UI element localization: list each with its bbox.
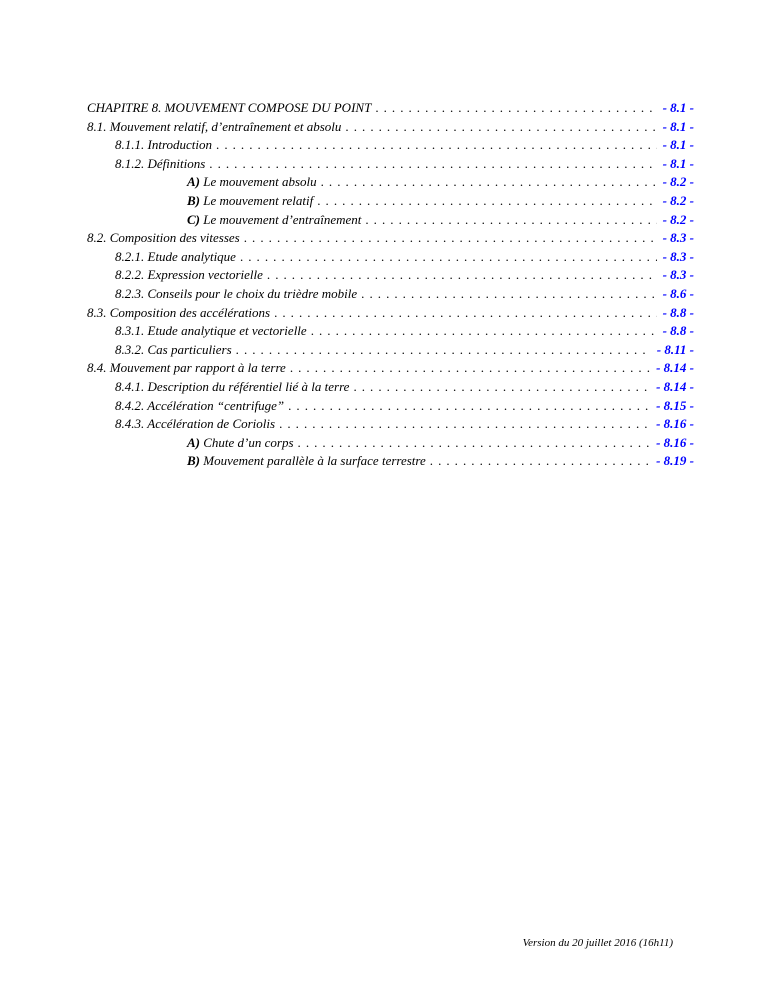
- dot-leader: [267, 266, 657, 285]
- toc-entry[interactable]: [87, 452, 694, 471]
- dot-leader: [274, 304, 657, 323]
- toc-entry-title: 8.2. Composition des vitesses: [87, 230, 240, 246]
- dot-leader: [353, 378, 650, 397]
- toc-entry-title: 8.1. Mouvement relatif, d’entraînement et absolu: [87, 118, 342, 134]
- version-footer: Version du 20 juillet 2016 (16h11): [522, 937, 673, 949]
- dot-leader: [216, 136, 657, 155]
- toc-page-link[interactable]: - 8.16 -: [656, 416, 694, 432]
- toc-page-link[interactable]: - 8.6 -: [662, 285, 694, 301]
- dot-leader: [375, 99, 656, 118]
- dot-leader: [290, 359, 650, 378]
- toc-entry[interactable]: [87, 322, 694, 341]
- toc-entry-title: 8.4.3. Accélération de Coriolis: [115, 416, 276, 432]
- toc-page-link[interactable]: - 8.2 -: [662, 174, 694, 190]
- dot-leader: [311, 322, 657, 341]
- dot-leader: [209, 155, 656, 174]
- toc-page-link[interactable]: - 8.1 -: [662, 155, 694, 171]
- toc-entry-title: 8.1.1. Introduction: [115, 137, 213, 153]
- dot-leader: [279, 415, 650, 434]
- toc-entry[interactable]: [87, 136, 694, 155]
- toc-entry-title: 8.2.2. Expression vectorielle: [115, 267, 263, 283]
- dot-leader: [288, 397, 650, 416]
- toc-entry-title: 8.2.1. Etude analytique: [115, 248, 236, 264]
- toc-page-link[interactable]: - 8.11 -: [656, 341, 694, 357]
- toc-page-link[interactable]: - 8.19 -: [656, 453, 694, 469]
- toc-page-link[interactable]: - 8.16 -: [656, 434, 694, 450]
- dot-leader: [345, 118, 656, 137]
- toc-entry-title: 8.4.1. Description du référentiel lié à la terre: [115, 378, 350, 394]
- toc-entry[interactable]: [87, 266, 694, 285]
- toc-entry[interactable]: [87, 434, 694, 453]
- toc-entry-prefix: A): [187, 434, 200, 450]
- toc-entry-title: Le mouvement d’entraînement: [200, 211, 362, 227]
- toc-page-link[interactable]: - 8.2 -: [662, 192, 694, 208]
- dot-leader: [298, 434, 651, 453]
- toc-entry[interactable]: [87, 285, 694, 304]
- toc-entry-prefix: C): [187, 211, 200, 227]
- toc-entry-title: Le mouvement relatif: [200, 192, 314, 208]
- toc-page-link[interactable]: - 8.3 -: [662, 230, 694, 246]
- toc-entry[interactable]: [87, 359, 694, 378]
- toc-entry[interactable]: [87, 192, 694, 211]
- toc-entry-title: 8.3.2. Cas particuliers: [115, 341, 232, 357]
- toc-entry[interactable]: [87, 415, 694, 434]
- toc-page-link[interactable]: - 8.8 -: [662, 323, 694, 339]
- toc-page-link[interactable]: - 8.1 -: [662, 118, 694, 134]
- toc-page-link[interactable]: - 8.14 -: [656, 378, 694, 394]
- toc-entry-prefix: B): [187, 453, 200, 469]
- toc-page-link[interactable]: - 8.2 -: [662, 211, 694, 227]
- toc-entry[interactable]: [87, 155, 694, 174]
- toc-entry-title: 8.4. Mouvement par rapport à la terre: [87, 360, 286, 376]
- toc-entry-prefix: B): [187, 192, 200, 208]
- toc-page-link[interactable]: - 8.1 -: [662, 100, 694, 115]
- toc-entry[interactable]: [87, 173, 694, 192]
- toc-entry[interactable]: [87, 99, 694, 118]
- toc-entry[interactable]: [87, 118, 694, 137]
- dot-leader: [236, 341, 651, 360]
- toc-entry[interactable]: [87, 378, 694, 397]
- toc-entry-title: 8.1.2. Définitions: [115, 155, 206, 171]
- toc-entry-title: 8.3.1. Etude analytique et vectorielle: [115, 323, 307, 339]
- dot-leader: [244, 229, 657, 248]
- toc-entry[interactable]: [87, 211, 694, 230]
- dot-leader: [430, 452, 650, 471]
- toc-entry[interactable]: [87, 341, 694, 360]
- toc-entry-prefix: A): [187, 174, 200, 190]
- toc-entry[interactable]: [87, 304, 694, 323]
- dot-leader: [321, 173, 657, 192]
- toc-page-link[interactable]: - 8.8 -: [662, 304, 694, 320]
- table-of-contents: [87, 99, 694, 471]
- dot-leader: [361, 285, 656, 304]
- toc-entry-title: Le mouvement absolu: [200, 174, 317, 190]
- toc-entry[interactable]: [87, 229, 694, 248]
- toc-entry-title: 8.2.3. Conseils pour le choix du trièdre mobile: [115, 285, 358, 301]
- toc-entry-title: Chute d’un corps: [200, 434, 294, 450]
- toc-entry[interactable]: [87, 397, 694, 416]
- toc-page-link[interactable]: - 8.1 -: [662, 137, 694, 153]
- toc-page-link[interactable]: - 8.15 -: [656, 397, 694, 413]
- dot-leader: [317, 192, 656, 211]
- dot-leader: [365, 211, 656, 230]
- toc-entry-title: 8.3. Composition des accélérations: [87, 304, 271, 320]
- toc-page-link[interactable]: - 8.14 -: [656, 360, 694, 376]
- toc-entry-title: 8.4.2. Accélération “centrifuge”: [115, 397, 285, 413]
- toc-page-link[interactable]: - 8.3 -: [662, 267, 694, 283]
- toc-page-link[interactable]: - 8.3 -: [662, 248, 694, 264]
- toc-entry[interactable]: [87, 248, 694, 267]
- toc-entry-title: Mouvement parallèle à la surface terrestre: [200, 453, 426, 469]
- toc-entry-title: CHAPITRE 8. MOUVEMENT COMPOSE DU POINT: [87, 100, 372, 115]
- dot-leader: [240, 248, 657, 267]
